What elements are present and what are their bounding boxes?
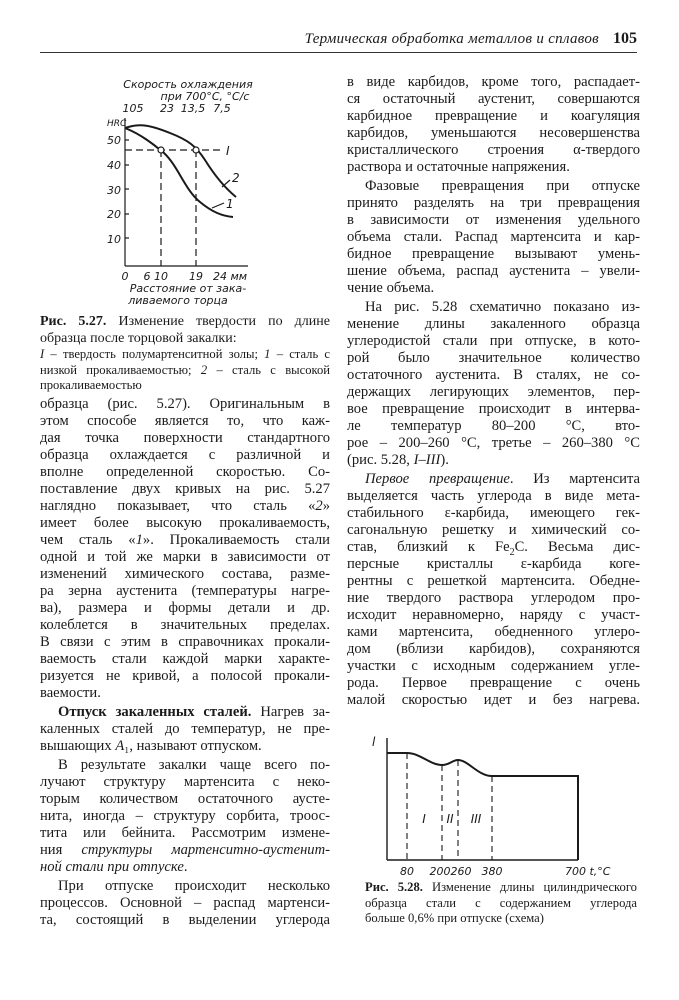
text-line: рое – 200–260 °С, третье – 260–380 °С	[347, 435, 640, 451]
x-tick: 260	[450, 865, 472, 878]
text-line: больше 0,6% при отпуске (схема)	[365, 911, 544, 925]
text-line	[347, 471, 640, 488]
text-line: дая точка поверхности стандартного	[40, 430, 330, 446]
text-line: ра зерна аустенита (температуры нагре-	[40, 583, 330, 599]
text-line: образца (рис. 5.27). Оригинальным в	[40, 396, 330, 412]
text-line: вполне определенной скоростью. Со-	[40, 464, 330, 480]
text-line: образца охлаждается с различной и	[40, 447, 330, 463]
y-axis-label: HRC	[107, 119, 127, 129]
text-line: чение объема.	[347, 280, 435, 296]
text-line: исходит неравномерно, наряду с участ-	[347, 607, 640, 623]
curve-label-I: I	[226, 144, 230, 158]
top-tick: 105	[122, 102, 144, 115]
text-run: ной стали при отпуске	[40, 859, 184, 875]
y-tick: 20	[107, 208, 121, 221]
text-run: Рис. 5.28.	[365, 880, 423, 894]
text-run: став, близкий к Fe	[347, 539, 510, 555]
text-line: карбидов, уменьшаются несовершенства	[347, 125, 640, 141]
text-line: В связи с этим в справочниках прокали-	[40, 634, 330, 650]
text-line: изменений химического состава, разме-	[40, 566, 330, 582]
text-line: сагональную решетку и химический со-	[347, 522, 640, 538]
text-run: I–III	[413, 452, 441, 468]
text-run: A	[115, 738, 125, 754]
region-label: II	[446, 812, 454, 826]
caption-body	[40, 347, 330, 394]
figure-5-27-caption	[40, 313, 330, 394]
text-run: 1	[264, 347, 271, 361]
text-line	[365, 880, 637, 896]
header-title: Термическая обработка металлов и сплавов	[304, 31, 599, 47]
text-line: вое превращение происходит в интерва-	[347, 401, 640, 417]
text-run: .	[183, 859, 188, 875]
paragraph	[347, 299, 640, 469]
text-run: Нагрев за-	[251, 704, 330, 720]
text-line: ва), размера и формы детали и др.	[40, 600, 330, 616]
text-line: та, состоящий в выделении углерода	[40, 912, 330, 928]
text-line: карбидное превращение и коагуляция	[347, 108, 640, 124]
paragraph	[347, 178, 640, 297]
paragraph	[347, 74, 640, 176]
x-tick: 6	[143, 270, 151, 283]
text-run: I	[40, 347, 45, 361]
top-tick: 13,5	[180, 102, 206, 115]
text-line: поставление двух кривых на рис. 5.27	[40, 481, 330, 497]
text-line: шение объема, распад аустенита – увели-	[347, 263, 640, 279]
text-line: имеет более высокую прокаливаемость,	[40, 515, 330, 531]
caption-lines	[365, 880, 637, 927]
text-line	[347, 539, 640, 556]
text-line: каленных сталей до температур, не пре-	[40, 721, 330, 737]
text-line: прокаливаемостью	[40, 378, 142, 392]
text-run: ». Прокаливаемость стали	[142, 532, 330, 548]
paragraph	[40, 396, 330, 702]
right-column	[347, 74, 640, 711]
text-run: 1	[135, 532, 143, 548]
text-run: 2	[200, 362, 208, 377]
text-line: принято разделять на три превращения	[347, 195, 640, 211]
text-run: – сталь с высокой	[207, 362, 330, 377]
curve-label-1: 1	[226, 197, 234, 211]
x-tick: 80	[400, 865, 414, 878]
text-line: одной и той же марки в зависимости от	[40, 549, 330, 565]
region-label: III	[470, 812, 482, 826]
text-run: – твердость полумартенситной золы;	[44, 347, 265, 361]
text-line: На рис. 5.28 схематично показано из-	[365, 299, 640, 315]
text-line	[40, 532, 330, 549]
y-tick: 30	[107, 184, 121, 197]
text-run: »	[322, 498, 330, 514]
text-run: ₁, называют отпуском.	[124, 738, 262, 754]
caption-head	[40, 313, 330, 347]
top-axis-title-2: при 700°С, °С/с	[160, 90, 250, 103]
text-run: Отпуск закаленных сталей.	[58, 704, 252, 720]
text-run: наглядно показывает, что сталь «	[40, 498, 316, 514]
text-run: . Из мартенсита	[509, 471, 640, 487]
x-tick: 19	[189, 270, 203, 283]
x-tick: 0	[121, 270, 129, 283]
region-label: I	[422, 812, 426, 826]
text-line: ся остаточный аустенит, совершаются	[347, 91, 640, 107]
x-axis-title-1: Расстояние от зака-	[129, 282, 247, 295]
page-number: 105	[613, 30, 637, 47]
text-line: тита или бейнита. Рассмотрим измене-	[40, 825, 330, 841]
text-line: в виде карбидов, кроме того, распадает-	[347, 74, 640, 90]
figure-5-28-caption	[365, 880, 637, 927]
text-line	[40, 363, 330, 379]
text-run: низкой прокаливаемостью;	[40, 362, 201, 377]
text-run: 2	[509, 546, 515, 558]
y-axis-label: l	[372, 735, 376, 749]
text-line: процессов. Основной – распад мартенси-	[40, 895, 330, 911]
paragraph	[347, 471, 640, 709]
text-line: выделяется часть углерода в виде мета-	[347, 488, 640, 504]
text-line	[40, 704, 330, 721]
text-run: ).	[440, 452, 449, 468]
text-line: кристаллического строения α-твердого	[347, 142, 640, 158]
text-line	[40, 347, 330, 363]
text-line: объема стали. Распад мартенсита и кар-	[347, 229, 640, 245]
text-run: 2	[315, 498, 323, 514]
text-line: малой скоростью идет и без нагрева.	[347, 692, 640, 708]
text-line: нита, иногда – структуру сорбита, троос-	[40, 808, 330, 824]
figure-5-28-length-chart	[0, 720, 679, 885]
text-line: лучают структуру мартенсита с неко-	[40, 774, 330, 790]
text-line: При отпуске происходит несколько	[58, 878, 330, 894]
text-line: ризуется не кривой, а полосой прокали-	[40, 668, 330, 684]
text-run: структуры мартенситно-аустенит-	[81, 842, 331, 858]
text-line: персные кристаллы ε-карбида коге-	[347, 556, 640, 572]
text-line: углеродистой стали при отпуске, в кото-	[347, 333, 640, 349]
text-line: остаточного аустенита. В сталях, не со-	[347, 367, 640, 383]
text-run: (рис. 5.28,	[347, 452, 414, 468]
text-line	[40, 498, 330, 515]
text-run: Изменение длины цилиндрического	[422, 880, 637, 894]
curve-1	[125, 128, 233, 217]
text-line: Фазовые превращения при отпуске	[365, 178, 640, 194]
text-line: менение длины закаленного образца	[347, 316, 640, 332]
top-tick: 7,5	[213, 102, 231, 115]
text-line	[40, 313, 330, 330]
y-tick: 10	[107, 233, 121, 246]
y-tick: 40	[107, 159, 121, 172]
x-tick: 700 t,°С	[565, 865, 611, 878]
x-tick: 10	[154, 270, 168, 283]
text-run: C. Весьма дис-	[514, 539, 640, 555]
text-line: этом способе является то, что каж-	[40, 413, 330, 429]
text-line: раствора и остаточные напряжения.	[347, 159, 570, 175]
text-line: ние твердого раствора углеродом про-	[347, 590, 640, 606]
x-tick: 380	[481, 865, 503, 878]
top-tick: 23	[160, 102, 174, 115]
text-line: колеблется в значительных пределах.	[40, 617, 330, 633]
text-line: рентны с решеткой мартенсита. Обедне-	[347, 573, 640, 589]
x-axis-title-2: ливаемого торца	[128, 294, 228, 307]
text-line: стабильного ε-карбида, имеющего гек-	[347, 505, 640, 521]
length-curve	[387, 753, 578, 860]
text-run: Рис. 5.27.	[40, 314, 107, 329]
text-line: В результате закалки чаще всего по-	[58, 757, 330, 773]
text-line: в зависимости от изменения удельного	[347, 212, 640, 228]
top-axis-title-1: Скорость охлаждения	[123, 78, 253, 91]
text-run: чем сталь «	[40, 532, 136, 548]
text-line: рой было значительное количество	[347, 350, 640, 366]
text-run: Первое превращение	[365, 471, 510, 487]
text-run: ния	[40, 842, 82, 858]
text-line: бидное превращение вызывают умень-	[347, 246, 640, 262]
text-line: рода. Первое превращение с очень	[347, 675, 640, 691]
text-run: – сталь с	[270, 347, 330, 361]
x-tick: 200	[429, 865, 451, 878]
text-line: образца после торцовой закалки:	[40, 331, 237, 346]
text-line: держащих легирующих элементов, пер-	[347, 384, 640, 400]
text-line: участки с исходным содержанием угле-	[347, 658, 640, 674]
curve-label-2: 2	[232, 171, 240, 185]
text-line: ваемости.	[40, 685, 101, 701]
text-line: ками мартенсита, обедненного углеро-	[347, 624, 640, 640]
paragraph	[40, 878, 330, 929]
text-line: ле температур 80–200 °С, вто-	[347, 418, 640, 434]
y-tick: 50	[107, 134, 121, 147]
x-tick: 24 мм	[212, 270, 248, 283]
text-line: дом (вблизи карбидов), сохраняются	[347, 641, 640, 657]
text-line: торым количеством остаточного аусте-	[40, 791, 330, 807]
text-line	[347, 452, 640, 469]
text-run: Изменение твердости по длине	[106, 314, 330, 329]
text-line: образца стали с содержанием углерода	[365, 895, 637, 910]
text-line: ваемость стали каждой марки характе-	[40, 651, 330, 667]
text-run: вышающих	[40, 738, 116, 754]
